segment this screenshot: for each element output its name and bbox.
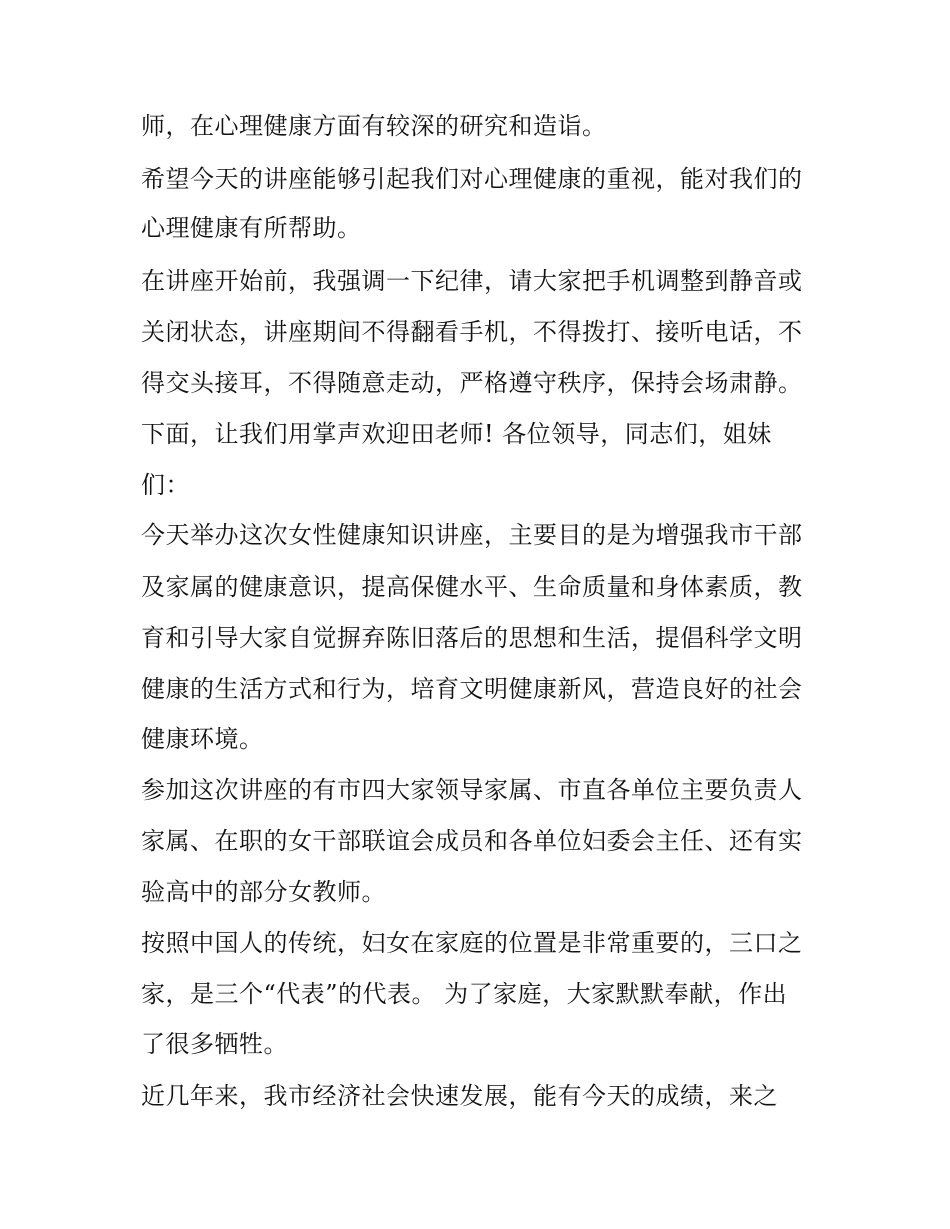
text-line: 下面，让我们用掌声欢迎田老师! 各位领导，同志们，姐妹 (141, 420, 772, 448)
text-line: 健康的生活方式和行为，培育文明健康新风，营造良好的社会 (141, 675, 803, 703)
text-line: 们： (141, 471, 190, 499)
text-line: 希望今天的讲座能够引起我们对心理健康的重视，能对我们的 (141, 165, 803, 193)
text-line: 验高中的部分女教师。 (141, 878, 386, 906)
text-line: 了很多牺牲。 (141, 1030, 288, 1058)
text-line: 家，是三个“代表”的代表。 为了家庭，大家默默奉献，作出 (141, 980, 788, 1008)
text-line: 育和引导大家自觉摒弃陈旧落后的思想和生活，提倡科学文明 (141, 624, 803, 652)
text-line: 近几年来，我市经济社会快速发展，能有今天的成绩，来之 (141, 1082, 778, 1110)
text-line: 关闭状态，讲座期间不得翻看手机，不得拨打、接听电话，不 (141, 318, 803, 346)
text-line: 在讲座开始前，我强调一下纪律，请大家把手机调整到静音或 (141, 267, 803, 295)
text-line: 及家属的健康意识，提高保健水平、生命质量和身体素质，教 (141, 573, 803, 601)
text-line: 今天举办这次女性健康知识讲座，主要目的是为增强我市干部 (141, 521, 803, 549)
text-line: 心理健康有所帮助。 (141, 214, 362, 242)
text-line: 按照中国人的传统，妇女在家庭的位置是非常重要的，三口之 (141, 929, 803, 957)
text-line: 家属、在职的女干部联谊会成员和各单位妇委会主任、还有实 (141, 827, 803, 855)
text-line: 师，在心理健康方面有较深的研究和造诣。 (141, 112, 607, 140)
text-line: 参加这次讲座的有市四大家领导家属、市直各单位主要负责人 (141, 776, 803, 804)
text-line: 得交头接耳，不得随意走动，严格遵守秩序，保持会场肃静。 (141, 369, 803, 397)
text-line: 健康环境。 (141, 725, 264, 753)
